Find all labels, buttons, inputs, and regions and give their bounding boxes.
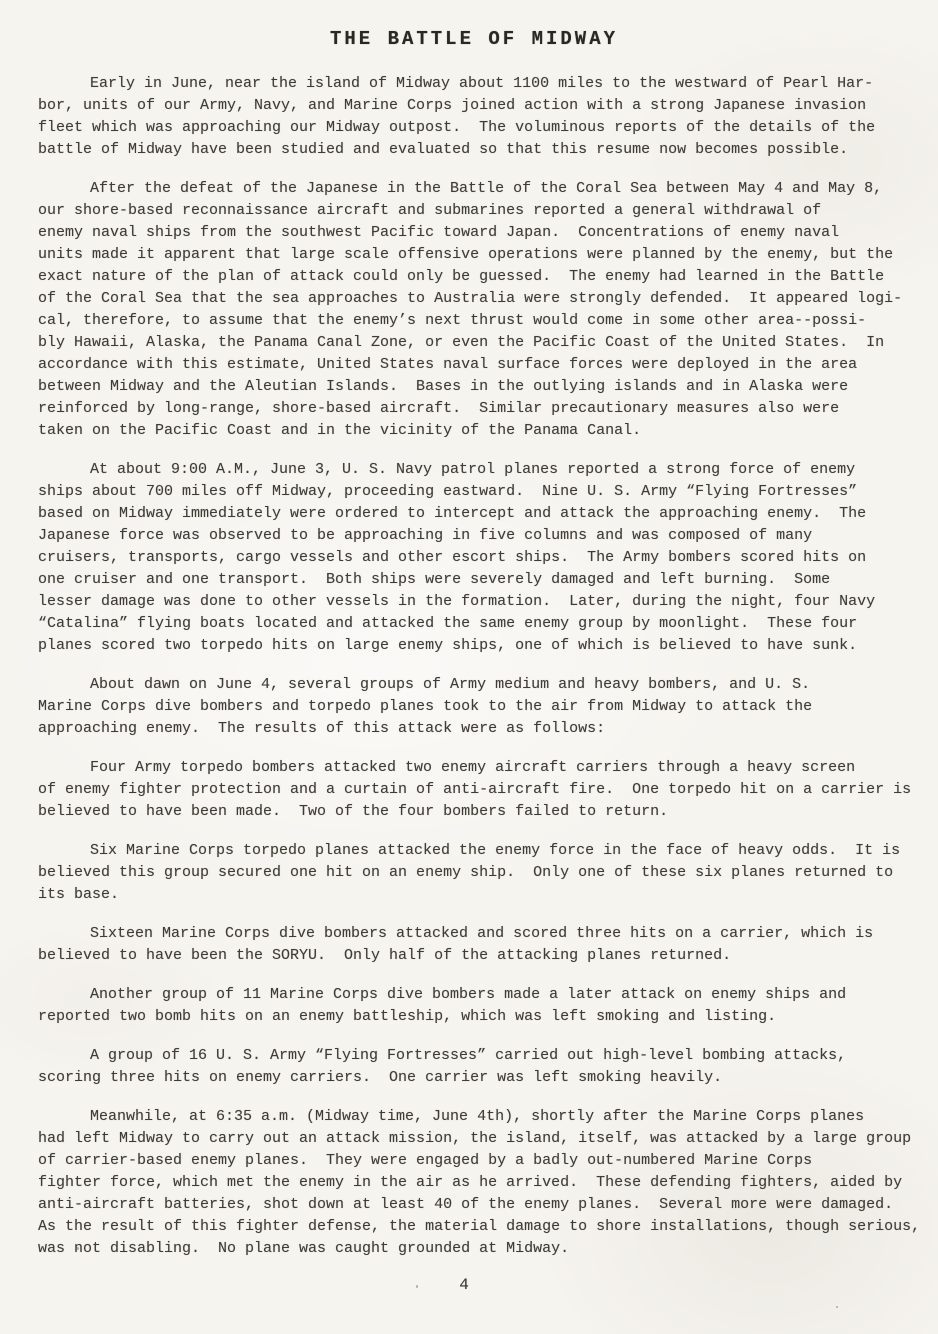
scan-speck: [416, 1285, 418, 1288]
text-line: was not disabling. No plane was caught grounded at Midway.: [38, 1240, 570, 1257]
paragraph: [38, 757, 910, 823]
scan-speck: [836, 1306, 838, 1308]
text-line: planes scored two torpedo hits on large enemy ships, one of which is believed to have sunk.: [38, 637, 858, 654]
paragraph: [38, 73, 910, 161]
text-line: our shore-based reconnaissance aircraft and submarines reported a general withdrawal of: [38, 202, 822, 219]
text-line: Sixteen Marine Corps dive bombers attacked and scored three hits on a carrier, which is: [90, 925, 874, 942]
document-body: [38, 73, 921, 1260]
paragraph: [38, 840, 910, 906]
text-line: After the defeat of the Japanese in the Battle of the Coral Sea between May 4 and May 8,: [90, 180, 883, 197]
scan-speck: [76, 1247, 79, 1250]
text-line: Early in June, near the island of Midway about 1100 miles to the westward of Pearl Har-: [90, 75, 874, 92]
text-line: Four Army torpedo bombers attacked two enemy aircraft carriers through a heavy screen: [90, 759, 856, 776]
paragraph: [38, 984, 910, 1028]
text-line: cal, therefore, to assume that the enemy’s next thrust would come in some other area--possi-: [38, 312, 867, 329]
text-line: bor, units of our Army, Navy, and Marine Corps joined action with a strong Japanese invasion: [38, 97, 867, 114]
text-line: cruisers, transports, cargo vessels and other escort ships. The Army bombers scored hits on: [38, 549, 867, 566]
text-line: its base.: [38, 886, 120, 903]
text-line: anti-aircraft batteries, shot down at least 40 of the enemy planes. Several more were damaged.: [38, 1196, 894, 1213]
text-line: A group of 16 U. S. Army “Flying Fortresses” carried out high-level bombing attacks,: [90, 1047, 847, 1064]
text-line: scoring three hits on enemy carriers. One carrier was left smoking heavily.: [38, 1069, 723, 1086]
text-line: exact nature of the plan of attack could only be guessed. The enemy had learned in the Battle: [38, 268, 885, 285]
text-line: taken on the Pacific Coast and in the vicinity of the Panama Canal.: [38, 422, 642, 439]
text-line: of the Coral Sea that the sea approaches to Australia were strongly defended. It appeared logi-: [38, 290, 903, 307]
text-line: believed to have been the SORYU. Only half of the attacking planes returned.: [38, 947, 732, 964]
text-line: based on Midway immediately were ordered to intercept and attack the approaching enemy. The: [38, 505, 867, 522]
text-line: reported two bomb hits on an enemy battleship, which was left smoking and listing.: [38, 1008, 777, 1025]
text-line: between Midway and the Aleutian Islands. Bases in the outlying islands and in Alaska were: [38, 378, 849, 395]
text-line: fighter force, which met the enemy in the air as he arrived. These defending fighters, aided by: [38, 1174, 903, 1191]
paragraph: [38, 674, 910, 740]
text-line: About dawn on June 4, several groups of Army medium and heavy bombers, and U. S.: [90, 676, 811, 693]
paragraph: [38, 1106, 921, 1260]
text-line: lesser damage was done to other vessels in the formation. Later, during the night, four Navy: [38, 593, 876, 610]
text-line: ships about 700 miles off Midway, proceeding eastward. Nine U. S. Army “Flying Fortresses”: [38, 483, 858, 500]
text-line: one cruiser and one transport. Both ships were severely damaged and left burning. Some: [38, 571, 831, 588]
paragraph: [38, 1045, 910, 1089]
text-line: had left Midway to carry out an attack mission, the island, itself, was attacked by a large group: [38, 1130, 912, 1147]
page-number: 4: [459, 1276, 469, 1294]
text-line: As the result of this fighter defense, the material damage to shore installations, though serious,: [38, 1218, 921, 1235]
text-line: accordance with this estimate, United States naval surface forces were deployed in the area: [38, 356, 858, 373]
text-line: “Catalina” flying boats located and attacked the same enemy group by moonlight. These four: [38, 615, 858, 632]
text-line: Another group of 11 Marine Corps dive bombers made a later attack on enemy ships and: [90, 986, 847, 1003]
text-line: approaching enemy. The results of this attack were as follows:: [38, 720, 606, 737]
text-line: of enemy fighter protection and a curtain of anti-aircraft fire. One torpedo hit on a carrier is: [38, 781, 912, 798]
text-line: reinforced by long-range, shore-based aircraft. Similar precautionary measures also were: [38, 400, 840, 417]
text-line: believed this group secured one hit on an enemy ship. Only one of these six planes returned to: [38, 864, 894, 881]
paragraph: [38, 459, 910, 657]
text-line: Marine Corps dive bombers and torpedo planes took to the air from Midway to attack the: [38, 698, 813, 715]
text-line: fleet which was approaching our Midway outpost. The voluminous reports of the details of the: [38, 119, 876, 136]
text-line: units made it apparent that large scale offensive operations were planned by the enemy, but the: [38, 246, 894, 263]
text-line: At about 9:00 A.M., June 3, U. S. Navy patrol planes reported a strong force of enemy: [90, 461, 856, 478]
text-line: bly Hawaii, Alaska, the Panama Canal Zone, or even the Pacific Coast of the United States. In: [38, 334, 885, 351]
document-title: THE BATTLE OF MIDWAY: [329, 28, 619, 50]
text-line: Six Marine Corps torpedo planes attacked the enemy force in the face of heavy odds. It is: [90, 842, 901, 859]
text-line: believed to have been made. Two of the four bombers failed to return.: [38, 803, 669, 820]
text-line: of carrier-based enemy planes. They were engaged by a badly out-numbered Marine Corps: [38, 1152, 813, 1169]
text-line: enemy naval ships from the southwest Pacific toward Japan. Concentrations of enemy naval: [38, 224, 840, 241]
text-line: Meanwhile, at 6:35 a.m. (Midway time, June 4th), shortly after the Marine Corps planes: [90, 1108, 865, 1125]
paragraph: [38, 178, 910, 442]
text-line: Japanese force was observed to be approaching in five columns and was composed of many: [38, 527, 813, 544]
text-line: battle of Midway have been studied and evaluated so that this resume now becomes possible.: [38, 141, 849, 158]
paragraph: [38, 923, 910, 967]
